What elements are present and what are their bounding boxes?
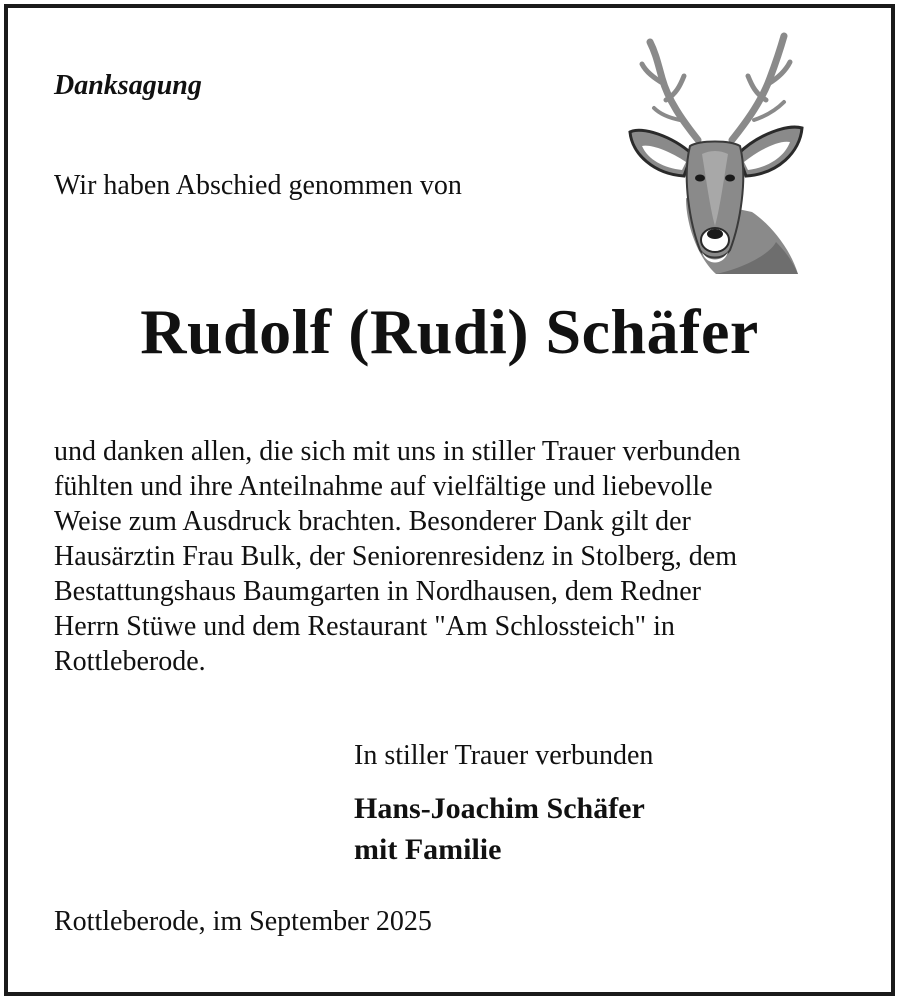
deer-head-icon <box>620 28 810 276</box>
place-date: Rottleberode, im September 2025 <box>54 906 432 937</box>
obituary-card <box>4 4 895 996</box>
signature-block <box>354 788 645 870</box>
paragraph-line: und danken allen, die sich mit uns in stiller Trauer verbunden <box>54 436 741 467</box>
signature-family: mit Familie <box>354 833 502 866</box>
closing-phrase: In stiller Trauer verbunden <box>354 740 654 771</box>
paragraph-line: Hausärztin Frau Bulk, der Seniorenresidenz in Stolberg, dem <box>54 541 737 572</box>
paragraph-line: Bestattungshaus Baumgarten in Nordhausen, dem Redner <box>54 576 701 607</box>
notice-heading: Danksagung <box>54 70 202 101</box>
paragraph-line: fühlten und ihre Anteilnahme auf vielfältige und liebevolle <box>54 471 713 502</box>
thanks-paragraph <box>54 434 854 679</box>
signature-name: Hans-Joachim Schäfer <box>354 792 645 825</box>
paragraph-line: Herrn Stüwe und dem Restaurant "Am Schlossteich" in <box>54 611 675 642</box>
deceased-name: Rudolf (Rudi) Schäfer <box>140 296 759 367</box>
intro-text: Wir haben Abschied genommen von <box>54 170 462 201</box>
paragraph-line: Weise zum Ausdruck brachten. Besonderer Dank gilt der <box>54 506 691 537</box>
paragraph-line: Rottleberode. <box>54 646 206 677</box>
